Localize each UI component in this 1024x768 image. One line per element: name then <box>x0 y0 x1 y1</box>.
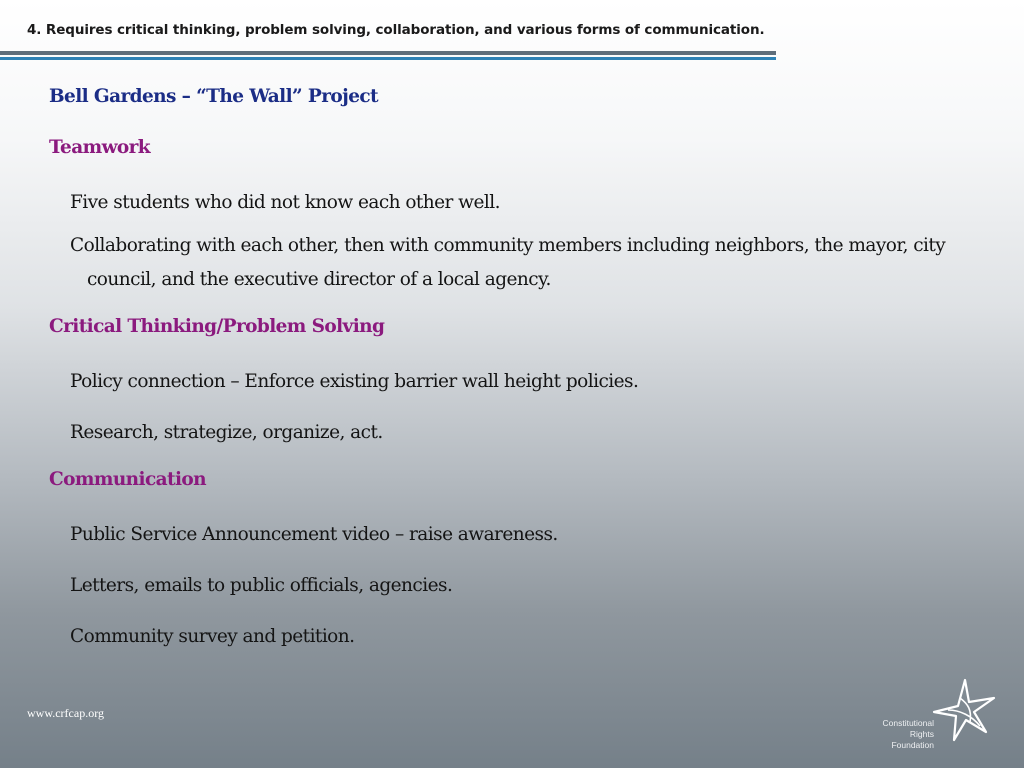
bullet-item: Research, strategize, organize, act. <box>70 422 383 443</box>
bullet-item: Public Service Announcement video – raise awareness. <box>70 524 558 545</box>
bullet-item: Policy connection – Enforce existing barrier wall height policies. <box>70 371 639 392</box>
header-rule-gray <box>0 51 776 55</box>
project-heading: Bell Gardens – “The Wall” Project <box>49 86 378 107</box>
bullet-item: Collaborating with each other, then with community members including neighbors, the mayor, city council, and the executive director of a local agency. <box>70 235 946 290</box>
bullet-item: Five students who did not know each other well. <box>70 192 500 213</box>
slide-body <box>49 84 949 671</box>
section-heading-teamwork: Teamwork <box>49 137 151 158</box>
logo-text: Constitutional Rights Foundation <box>882 718 934 750</box>
header-rule-blue <box>0 57 776 60</box>
footer-url[interactable]: www.crfcap.org <box>27 706 104 720</box>
section-heading-critical-thinking: Critical Thinking/Problem Solving <box>49 316 385 337</box>
slide-title: 4. Requires critical thinking, problem solving, collaboration, and various forms of communication. <box>27 22 765 38</box>
bullet-item: Letters, emails to public officials, agencies. <box>70 575 453 596</box>
bullet-item: Community survey and petition. <box>70 626 355 647</box>
section-heading-communication: Communication <box>49 469 206 490</box>
